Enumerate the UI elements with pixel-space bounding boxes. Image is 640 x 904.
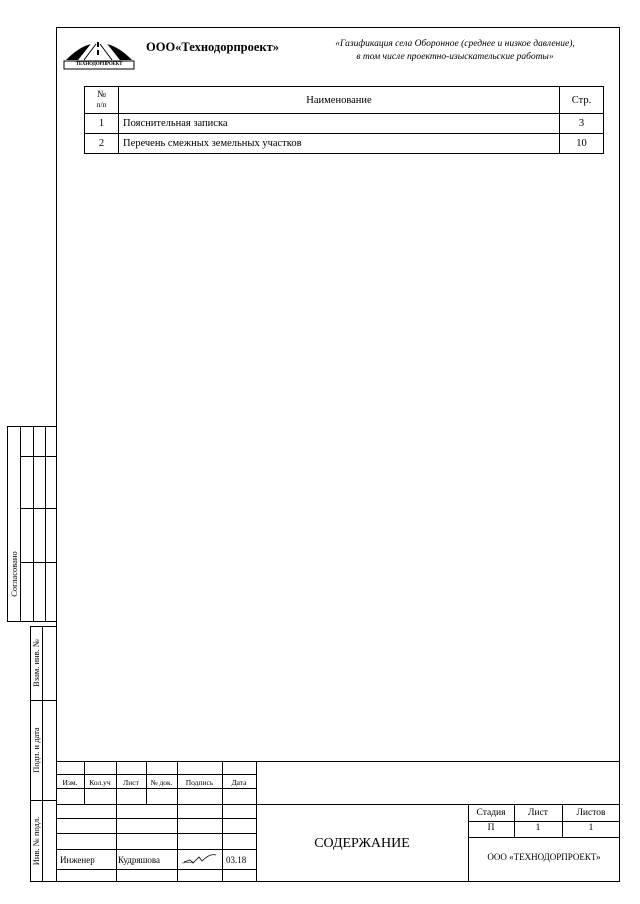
sheets-label: Листов — [576, 808, 606, 818]
tb-line — [56, 849, 256, 850]
inv-original-label: Инв. № подл. — [31, 816, 41, 866]
col-name-header: Наименование — [119, 87, 560, 114]
tb-line — [56, 774, 256, 775]
col-num-header — [85, 87, 119, 114]
col-list: Лист — [123, 778, 139, 787]
tb-line — [56, 761, 620, 762]
row-page: 10 — [560, 134, 604, 154]
project-title — [302, 38, 608, 64]
tb-line — [56, 833, 256, 834]
row-num: 2 — [85, 134, 119, 154]
stamp-divider — [20, 562, 57, 563]
stamp-divider — [20, 508, 57, 509]
stage-label: Стадия — [476, 808, 506, 818]
row-page: 3 — [560, 114, 604, 134]
row-num: 1 — [85, 114, 119, 134]
contents-row — [85, 134, 604, 154]
row-name: Пояснительная записка — [119, 114, 560, 134]
project-title-line2: в том числе проектно-изыскательские работы» — [356, 52, 554, 62]
document-title: СОДЕРЖАНИЕ — [314, 836, 410, 851]
page-frame — [56, 27, 620, 882]
tb-line — [56, 818, 256, 819]
sheet-value: 1 — [535, 823, 541, 833]
col-kol: Кол.уч — [89, 778, 111, 787]
tb-line — [468, 821, 620, 822]
title-block-company: ООО «ТЕХНОДОРПРОЕКТ» — [487, 852, 601, 862]
stage-value: П — [487, 823, 495, 833]
col-page-header: Стр. — [560, 87, 604, 114]
signature-icon — [180, 851, 220, 867]
sign-date-label: Подп. и дата — [31, 727, 41, 773]
margin-divider — [42, 626, 43, 882]
col-sign: Подпись — [185, 778, 214, 787]
sheets-value: 1 — [588, 823, 594, 833]
logo-text: ТЕХНОДОРПРОЕКТ — [75, 62, 123, 67]
signer-name: Кудряшова — [118, 855, 161, 865]
project-title-line1: «Газификация села Оборонное (среднее и низкое давление), — [335, 39, 575, 49]
contents-header-row — [85, 87, 604, 114]
col-doc: № док. — [150, 778, 173, 787]
tb-line — [56, 869, 256, 870]
company-name: ООО«Технодорпроект» — [146, 40, 279, 54]
col-num-sublabel: п/п — [96, 100, 107, 109]
agreed-label: Согласовано — [9, 551, 19, 597]
stamp-divider — [20, 456, 57, 457]
tb-line — [56, 788, 256, 789]
signer-date: 03.18 — [226, 855, 247, 865]
tb-line — [468, 837, 620, 838]
contents-table — [84, 86, 604, 154]
sheet-label: Лист — [528, 808, 548, 818]
inv-replace-label: Взам. инв. № — [31, 639, 41, 687]
tb-line — [256, 761, 257, 882]
signer-role: Инженер — [60, 855, 95, 865]
tb-line — [56, 804, 620, 805]
row-name: Перечень смежных земельных участков — [119, 134, 560, 154]
col-izm: Изм. — [62, 778, 78, 787]
company-logo — [60, 30, 138, 72]
col-date: Дата — [231, 778, 247, 787]
col-num-label: № — [96, 90, 107, 100]
contents-row — [85, 114, 604, 134]
